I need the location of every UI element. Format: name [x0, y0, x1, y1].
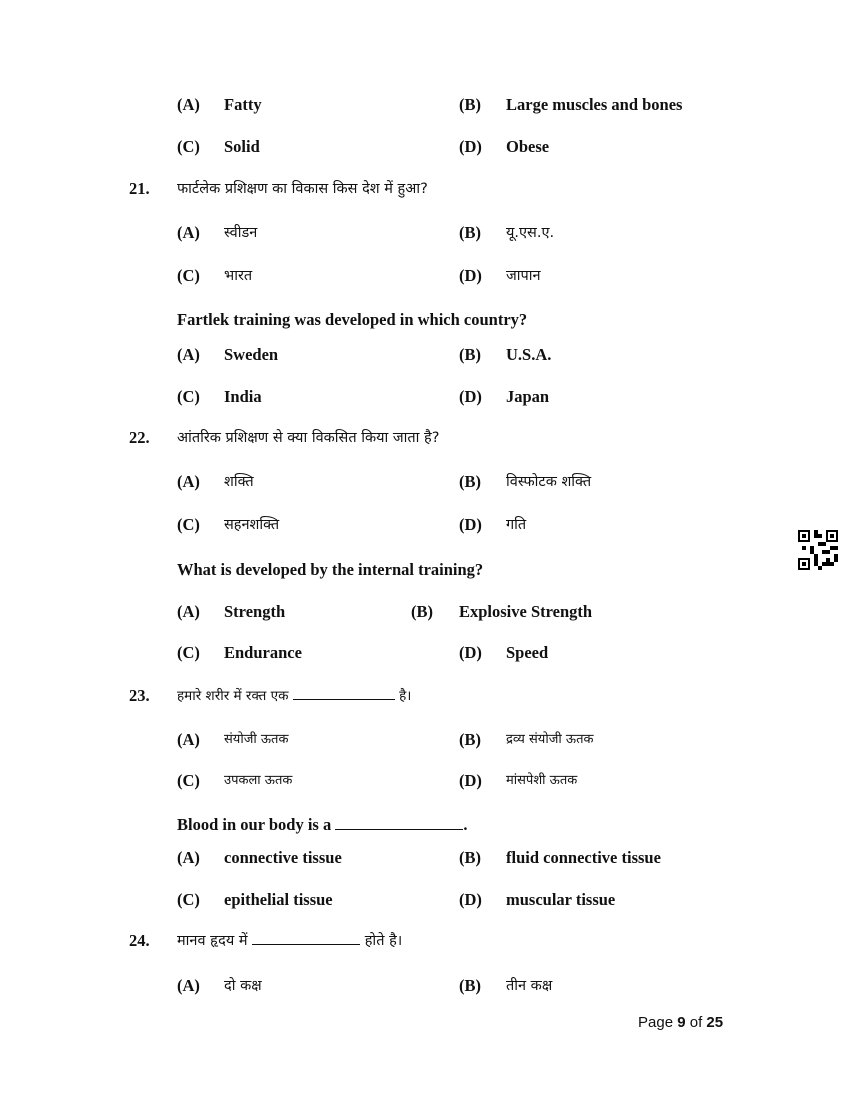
question-text-before: मानव हृदय में	[177, 933, 248, 949]
option-label: (B)	[411, 602, 433, 621]
option-text: यू.एस.ए.	[506, 225, 555, 241]
option-text: विस्फोटक शक्ति	[506, 474, 592, 490]
question-23-english	[0, 814, 850, 836]
option-text: Solid	[224, 137, 260, 156]
option-text: गति	[506, 517, 527, 533]
option-text: भारत	[224, 268, 253, 284]
option-text: जापान	[506, 268, 541, 284]
question-23-hindi	[0, 685, 850, 707]
option-label: (A)	[177, 848, 200, 867]
option-row	[0, 642, 850, 664]
option-text: संयोजी ऊतक	[224, 732, 289, 747]
option-row	[0, 601, 850, 623]
option-label: (D)	[459, 137, 482, 156]
option-row	[0, 471, 850, 493]
option-row	[0, 889, 850, 911]
option-text: India	[224, 387, 262, 406]
option-label: (D)	[459, 890, 482, 909]
question-text-after: .	[463, 815, 468, 834]
option-text: तीन कक्ष	[506, 978, 553, 994]
question-number: 21.	[129, 179, 150, 198]
option-label: (A)	[177, 345, 200, 364]
option-label: (A)	[177, 223, 200, 242]
option-row	[0, 136, 850, 158]
option-label: (D)	[459, 515, 482, 534]
option-text: Explosive Strength	[459, 602, 593, 621]
option-label: (A)	[177, 730, 200, 749]
page-word: Page	[638, 1014, 674, 1031]
option-label: (C)	[177, 515, 200, 534]
option-text: Fatty	[224, 95, 262, 114]
question-text: Fartlek training was developed in which country?	[177, 310, 528, 329]
option-label: (D)	[459, 387, 482, 406]
option-text: connective tissue	[224, 848, 342, 867]
option-label: (B)	[459, 472, 481, 491]
question-text-after: होते है।	[364, 933, 403, 949]
option-row	[0, 770, 850, 792]
option-row	[0, 94, 850, 116]
option-label: (B)	[459, 345, 481, 364]
option-label: (A)	[177, 602, 200, 621]
option-text: muscular tissue	[506, 890, 616, 909]
option-text: Speed	[506, 643, 549, 662]
question-24-hindi	[0, 930, 850, 952]
qr-code-icon	[798, 530, 838, 570]
question-text: What is developed by the internal training?	[177, 560, 484, 579]
answer-blank	[252, 930, 360, 945]
question-text-before: Blood in our body is a	[177, 815, 332, 834]
option-label: (C)	[177, 266, 200, 285]
option-row	[0, 344, 850, 366]
option-text: शक्ति	[224, 474, 254, 490]
option-text: Japan	[506, 387, 550, 406]
question-text-before: हमारे शरीर में रक्त एक	[177, 688, 289, 704]
question-text: फार्टलेक प्रशिक्षण का विकास किस देश में हुआ?	[177, 181, 428, 197]
page-number	[638, 1014, 723, 1031]
option-text: Large muscles and bones	[506, 95, 683, 114]
question-22-english	[0, 559, 850, 581]
option-text: Endurance	[224, 643, 302, 662]
option-row	[0, 847, 850, 869]
question-21-hindi	[0, 178, 850, 200]
option-row	[0, 975, 850, 997]
question-22-hindi	[0, 427, 850, 449]
option-label: (C)	[177, 387, 200, 406]
option-label: (B)	[459, 95, 481, 114]
option-text: द्रव्य संयोजी ऊतक	[506, 732, 594, 747]
option-label: (A)	[177, 472, 200, 491]
option-label: (C)	[177, 890, 200, 909]
question-text: आंतरिक प्रशिक्षण से क्या विकसित किया जाता है?	[177, 430, 440, 446]
current-page: 9	[677, 1014, 686, 1031]
option-text: U.S.A.	[506, 345, 552, 364]
question-text-after: है।	[399, 688, 412, 704]
option-row	[0, 222, 850, 244]
option-label: (B)	[459, 976, 481, 995]
option-text: सहनशक्ति	[224, 517, 280, 533]
total-pages: 25	[706, 1014, 724, 1031]
question-text	[177, 930, 402, 952]
question-number: 23.	[129, 686, 150, 705]
question-text	[177, 685, 411, 707]
option-label: (B)	[459, 730, 481, 749]
option-text: fluid connective tissue	[506, 848, 661, 867]
answer-blank	[293, 685, 395, 700]
question-21-english	[0, 309, 850, 331]
option-label: (D)	[459, 771, 482, 790]
option-text: स्वीडन	[224, 225, 258, 241]
option-row	[0, 265, 850, 287]
option-text: Sweden	[224, 345, 279, 364]
of-word: of	[689, 1014, 703, 1031]
option-text: epithelial tissue	[224, 890, 333, 909]
option-label: (C)	[177, 771, 200, 790]
option-text: दो कक्ष	[224, 978, 262, 994]
question-number: 24.	[129, 931, 150, 950]
option-label: (A)	[177, 976, 200, 995]
option-text: Obese	[506, 137, 550, 156]
option-text: Strength	[224, 602, 286, 621]
option-label: (D)	[459, 643, 482, 662]
option-row	[0, 514, 850, 536]
option-label: (D)	[459, 266, 482, 285]
option-label: (B)	[459, 848, 481, 867]
option-label: (C)	[177, 137, 200, 156]
question-number: 22.	[129, 428, 150, 447]
answer-blank	[335, 815, 463, 830]
option-label: (B)	[459, 223, 481, 242]
option-label: (C)	[177, 643, 200, 662]
option-text: उपकला ऊतक	[224, 773, 293, 788]
option-row	[0, 729, 850, 751]
option-row	[0, 386, 850, 408]
question-text	[177, 814, 467, 836]
option-label: (A)	[177, 95, 200, 114]
option-text: मांसपेशी ऊतक	[506, 773, 578, 788]
